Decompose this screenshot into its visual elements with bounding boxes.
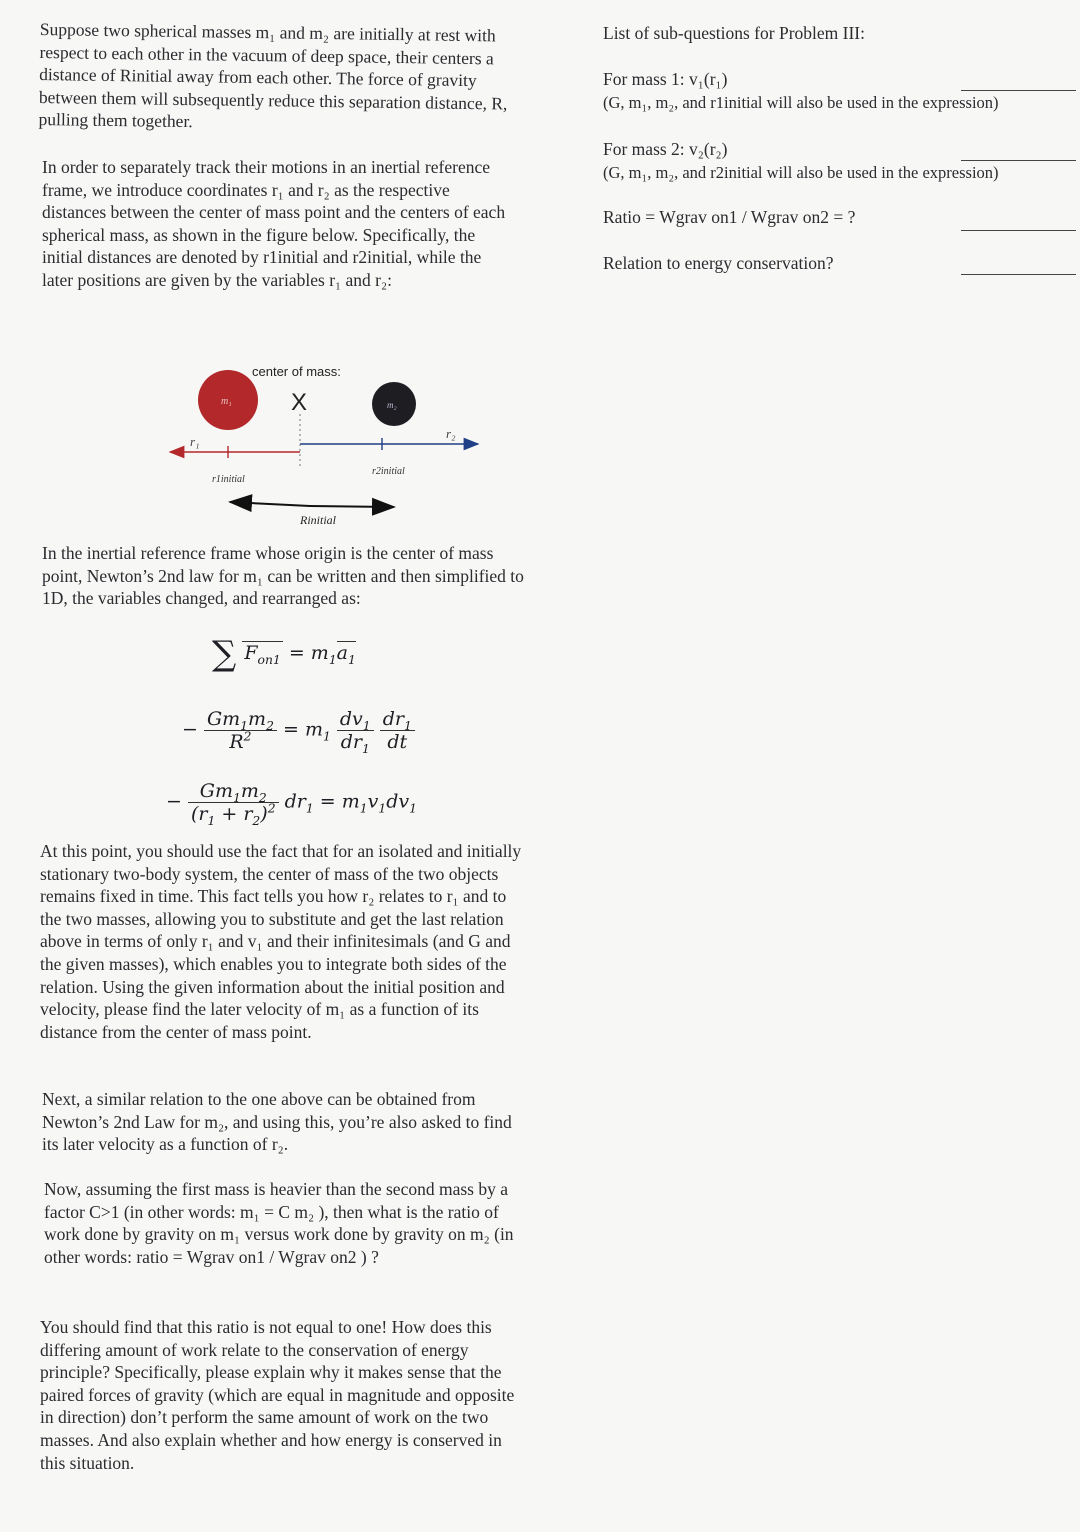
paragraph-coordinates: In order to separately track their motions in an inertial reference frame, we introduce coordinates r₁ and r₂ as the respective distances between the center of mass point and the centers of each spherical mass, as shown in the figure below. Specifically, the initial distances are denoted by r1initial and r2initial, while the later positions are given by the variables r₁ and r₂: — [42, 157, 506, 290]
paragraph-newton-law: In the inertial reference frame whose origin is the center of mass point, Newton’s 2nd law for m₁ can be written and then simplified to 1D, the variables changed, and rearranged as: — [42, 543, 524, 609]
equation-separated-variables: − $\frac{Gm_1m_2}{(r_1 + r_2)^2}$ $dr_1 = m_1v_1dv_1$ — [166, 780, 417, 828]
sub-questions-heading: List of sub-questions for Problem III: — [603, 23, 865, 43]
question-work-ratio: Ratio = Wgrav on1 / Wgrav on2 = ? — [603, 207, 856, 227]
R-initial-arrow-left — [230, 502, 310, 506]
paragraph-mass-2: Next, a similar relation to the one above can be obtained from Newton’s 2nd Law for m₂, and using this, you’re also asked to find its later velocity as a function of r₂. — [42, 1089, 512, 1155]
answer-blank-energy[interactable] — [961, 274, 1076, 275]
mass-1-label: m₁ — [221, 396, 232, 407]
paragraph-center-of-mass-fixed: At this point, you should use the fact that for an isolated and initially stationary two-body system, the center of mass of the two objects remains fixed in time. This fact tells you how r₂ relates to r₁ and to the two masses, allowing you to substitute and get the last relation above in terms of only r₁ and v₁ and their infinitesimals (and G and the given masses), which enables you to integrate both sides of the relation. Using the given information about the initial position and velocity, please find the later velocity of m₁ as a function of its distance from the center of mass point. — [40, 841, 522, 1042]
question-mass-2: For mass 2: v₂(r₂) — [603, 139, 728, 159]
equation-gravity-chain-rule: − $\frac{Gm_1m_2}{R^2}$ = $m_1$ $\frac{dv_1}{dr_1}$ $\frac{dr_1}{dt}$ — [182, 708, 415, 753]
center-of-mass-label: center of mass: — [252, 364, 341, 379]
diagram-svg — [160, 358, 490, 538]
answer-blank-mass-2[interactable] — [961, 160, 1076, 161]
center-of-mass-diagram — [160, 358, 490, 538]
answer-blank-ratio[interactable] — [961, 230, 1076, 231]
question-energy-conservation: Relation to energy conservation? — [603, 253, 834, 273]
r1-label: r₁ — [190, 434, 200, 449]
question-mass-2-note: (G, m₁, m₂, and r2initial will also be used in the expression) — [603, 163, 999, 182]
mass-2-label: m₂ — [387, 400, 397, 410]
r2-label: r₂ — [446, 426, 456, 441]
question-mass-1-note: (G, m₁, m₂, and r1initial will also be used in the expression) — [603, 93, 999, 112]
center-of-mass-marker: X — [291, 389, 308, 416]
answer-blank-mass-1[interactable] — [961, 90, 1076, 91]
r2-initial-label: r2initial — [372, 466, 405, 477]
R-initial-label: Rinitial — [300, 513, 336, 527]
paragraph-intro: Suppose two spherical masses m₁ and m₂ are initially at rest with respect to each other in the vacuum of deep space, their centers a distance of Rinitial away from each other. The force of gravity between them will subsequently reduce this separation distance, R, pulling them together. — [38, 18, 508, 132]
question-mass-1: For mass 1: v₁(r₁) — [603, 69, 728, 89]
R-initial-arrow-right — [310, 506, 394, 507]
paragraph-energy-conservation: You should find that this ratio is not equal to one! How does this differing amount of work relate to the conservation of energy principle? Specifically, please explain why it makes sense that the paired forces of gravity (which are equal in magnitude and opposite in direction) don’t perform the same amount of work on the two masses. And also explain whether and how energy is conserved in this situation. — [40, 1317, 515, 1473]
equation-sum-of-forces: ∑ $F_{on1} = m_1a_1$ — [212, 634, 356, 674]
paragraph-work-ratio: Now, assuming the first mass is heavier than the second mass by a factor C>1 (in other words: m₁ = C m₂ ), then what is the ratio of work done by gravity on m₁ versus work done by gravity on m₂ (in other words: ratio = Wgrav on1 / Wgrav on2 ) ? — [44, 1179, 514, 1267]
r1-initial-label: r1initial — [212, 474, 245, 485]
